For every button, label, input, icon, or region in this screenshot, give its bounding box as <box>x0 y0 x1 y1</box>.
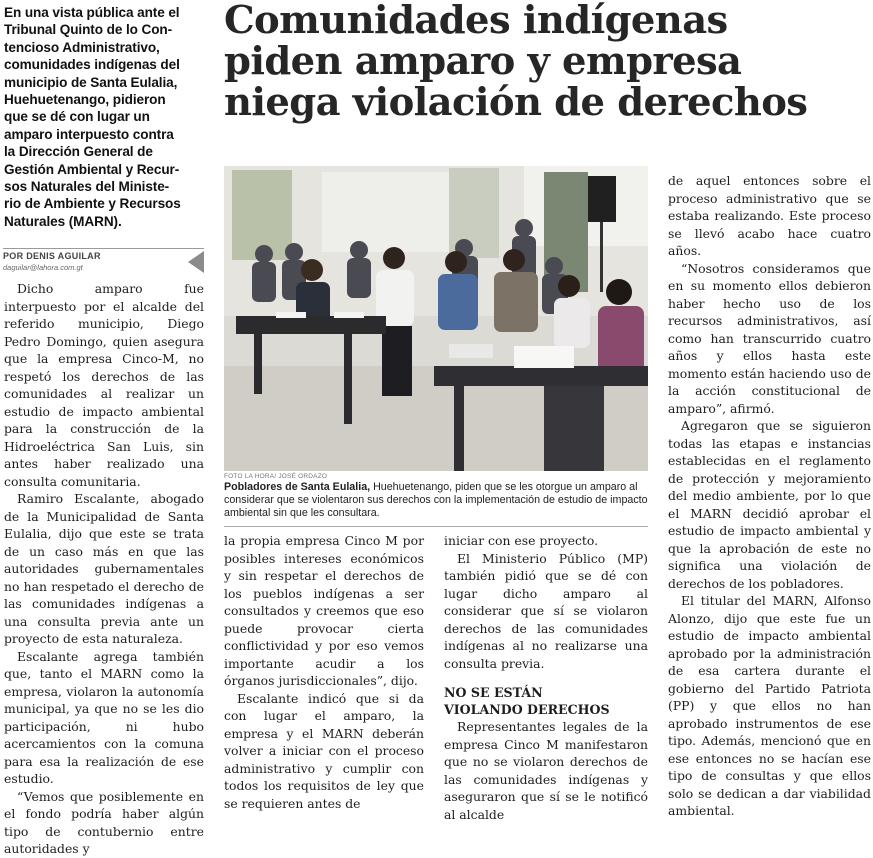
paragraph: iniciar con ese proyecto. <box>444 533 599 548</box>
article-photo <box>224 166 648 471</box>
paragraph: El titular del MARN, Alfonso Alonzo, dijo que este fue un estudio de impacto ambiental aprobado por la administración de esa cartera durante el gobierno del Partido Patriota (PP) y que ellos no han aprobado instrumentos de ese tipo. Además, mencionó que en ese entonces no se hacían ese tipo de consultas y que ellos solo se dedican a dar viabilidad ambiental. <box>668 593 871 818</box>
subhead-line: VIOLANDO DERECHOS <box>444 702 610 717</box>
byline-email: daguilar@lahora.com.gt <box>3 263 83 272</box>
subhead-line: NO SE ESTÁN <box>444 685 543 700</box>
article-column-4 <box>668 172 871 818</box>
photo-credit: FOTO LA HORA/ JOSÉ ORDAZO <box>224 473 328 480</box>
headline-line: piden amparo y empresa <box>224 39 742 84</box>
caption-lead: Pobladores de Santa Eulalia, <box>224 481 371 493</box>
article-column-2 <box>224 532 424 811</box>
paragraph: Escalante agrega también que, tanto el MARN como la empresa, violaron la autonomía municipal, ya que no se les dio participación, ni hubo acercamientos con la comuna para esa la realización de ese estudio. <box>4 648 204 786</box>
article-column-3 <box>444 532 648 822</box>
article-lead: En una vista pública ante el Tribunal Quinto de lo Con- tencioso Administrativo, comunidades indígenas del municipio de Santa Eulalia, Huehuetenango, pidieron que se dé con lugar un amparo interpuesto contra la Dirección General de Gestión Ambiental y Recur- sos Naturales del Ministe- rio de Ambiente y Recursos Naturales (MARN). <box>4 5 181 229</box>
byline-author: POR DENIS AGUILAR <box>3 251 101 261</box>
paragraph: Dicho amparo fue interpuesto por el alcalde del referido municipio, Diego Pedro Domingo, quien asegura que la empresa Cinco-M, no respetó los derechos de las comunidades al realizar un estudio de impacto ambiental para la construcción de la Hidroeléctrica San Luis, sin antes haber realizado una consulta comunitaria. <box>4 281 204 489</box>
caption-text: Huehuetenango, piden que se les otorgue un amparo al considerar que se violentaron sus derechos con la implementación de estudio de impacto ambiental sin que les consultara. <box>224 481 648 520</box>
byline <box>3 248 204 273</box>
paragraph: la propia empresa Cinco M por posibles intereses económicos y sin respetar el derechos de los pueblos indígenas a ser consultados y creemos que eso puede provocar cierta conflictividad y por eso vemos importante acudir a los órganos jurisdiccionales”, dijo. <box>224 533 424 688</box>
article-headline <box>224 0 872 123</box>
article-column-1 <box>4 280 204 856</box>
section-subhead <box>444 684 648 718</box>
paragraph: “Vemos que posiblemente en el fondo podría haber algún tipo de contubernio entre autoridades y <box>4 788 204 856</box>
byline-arrow-icon <box>188 251 204 273</box>
paragraph: Ramiro Escalante, abogado de la Municipalidad de Santa Eulalia, dijo que este se trata de un caso más en que las autoridades gubernamentales no han respetado el derecho de las comunidades indígenas a una consulta previa ante un proyecto de esta naturaleza. <box>4 491 204 646</box>
photo-illustration <box>224 166 648 471</box>
paragraph: Representantes legales de la empresa Cinco M manifestaron que no se violaron derechos de las comunidades indígenas y aseguraron que sí se le notificó al alcalde <box>444 719 648 822</box>
paragraph: Agregaron que se siguieron todas las etapas e instancias establecidas en el reglamento de protección y mejoramiento del medio ambiente, por lo que el MARN decidió aprobar el estudio de impacto ambiental y que la aprobación de este no significa una violación de derechos de los pobladores. <box>668 418 871 591</box>
paragraph: de aquel entonces sobre el proceso administrativo que se estaba realizando. Este proceso se llevó acabo hace cuatro años. <box>668 173 871 258</box>
headline-line: Comunidades indígenas <box>224 0 728 43</box>
headline-line: niega violación de derechos <box>224 80 808 125</box>
paragraph: Escalante indicó que si da con lugar el amparo, la empresa y el MARN deberán volver a iniciar con el proceso administrativo y cumplir con todos los requisitos de ley que se requieren antes de <box>224 690 424 811</box>
paragraph: “Nosotros consideramos que en su momento ellos debieron haber hecho uso de los recursos administrativos, así como han transcurrido cuatro años y ellos hasta este momento están haciendo uso de la acción constitucional de amparo”, afirmó. <box>668 260 871 416</box>
photo-caption <box>224 481 648 521</box>
caption-divider <box>224 526 648 527</box>
paragraph: El Ministerio Público (MP) también pidió que se dé con lugar dicho amparo al considerar que sí se violaron derechos de las comunidades indígenas al no realizarse una consulta previa. <box>444 550 648 671</box>
